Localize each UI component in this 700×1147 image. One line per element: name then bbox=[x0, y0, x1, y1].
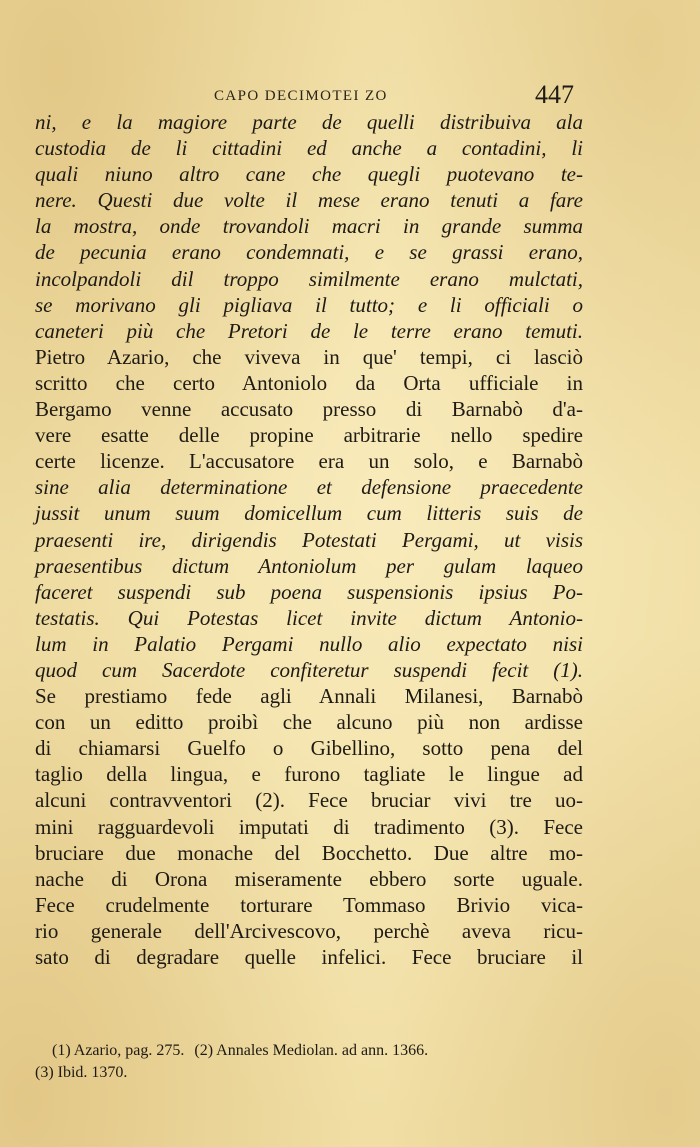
text-line: di chiamarsi Guelfo o Gibellino, sotto pena del bbox=[35, 736, 583, 761]
text-line: jussit unum suum domicellum cum litteris suis de bbox=[35, 501, 583, 526]
page-header bbox=[0, 82, 700, 112]
footnote-2: (2) Annales Mediolan. ad ann. 1366. bbox=[194, 1042, 429, 1059]
text-line: nache di Orona miseramente ebbero sorte uguale. bbox=[35, 866, 583, 891]
text-line: ni, e la magiore parte de quelli distribuiva ala bbox=[35, 110, 583, 134]
footnote-3: (3) Ibid. 1370. bbox=[35, 1064, 128, 1081]
text-line: vere esatte delle propine arbitrarie nello spedire bbox=[35, 423, 583, 448]
text-line: praesentibus dictum Antoniolum per gulam laqueo bbox=[35, 553, 583, 578]
text-line: testatis. Qui Potestas licet invite dictum Antonio- bbox=[35, 605, 583, 630]
text-line: praesenti ire, dirigendis Potestati Pergami, ut visis bbox=[35, 527, 583, 552]
text-line: la mostra, onde trovandoli macri in grande summa bbox=[35, 214, 583, 239]
text-line: se morivano gli pigliava il tutto; e li officiali o bbox=[35, 292, 583, 317]
page-number: 447 bbox=[535, 80, 574, 109]
footnotes bbox=[35, 1040, 583, 1084]
text-line: Fece crudelmente torturare Tommaso Brivio vica- bbox=[35, 892, 583, 917]
footnote-line bbox=[35, 1040, 583, 1062]
text-line: de pecunia erano condemnati, e se grassi erano, bbox=[35, 240, 583, 265]
text-line: quod cum Sacerdote confiteretur suspendi fecit (1). bbox=[35, 657, 583, 682]
text-line: nere. Questi due volte il mese erano tenuti a fare bbox=[35, 188, 583, 213]
running-head: CAPO DECIMOTEI ZO bbox=[214, 88, 388, 104]
body-text bbox=[35, 109, 583, 970]
text-line: mini ragguardevoli imputati di tradimento (3). Fece bbox=[35, 814, 583, 839]
text-line: sine alia determinatione et defensione praecedente bbox=[35, 475, 583, 500]
text-line: custodia de li cittadini ed anche a contadini, li bbox=[35, 136, 583, 161]
text-line: faceret suspendi sub poena suspensionis ipsius Po- bbox=[35, 579, 583, 604]
text-line: quali niuno altro cane che quegli puotevano te- bbox=[35, 162, 583, 187]
text-line: con un editto proibì che alcuno più non ardisse bbox=[35, 710, 583, 735]
text-line: Pietro Azario, che viveva in que' tempi, ci lasciò bbox=[35, 344, 583, 369]
text-line: scritto che certo Antoniolo da Orta ufficiale in bbox=[35, 370, 583, 395]
text-line: caneteri più che Pretori de le terre erano temuti. bbox=[35, 318, 583, 343]
text-line: taglio della lingua, e furono tagliate le lingue ad bbox=[35, 762, 583, 787]
footnote-1: (1) Azario, pag. 275. bbox=[52, 1042, 185, 1059]
text-line: sato di degradare quelle infelici. Fece bruciare il bbox=[35, 945, 583, 969]
text-line: Se prestiamo fede agli Annali Milanesi, Barnabò bbox=[35, 684, 583, 709]
text-line: incolpandoli dil troppo similmente erano mulctati, bbox=[35, 266, 583, 291]
text-line: bruciare due monache del Bocchetto. Due altre mo- bbox=[35, 840, 583, 865]
text-line: alcuni contravventori (2). Fece bruciar vivi tre uo- bbox=[35, 788, 583, 813]
text-line: Bergamo venne accusato presso di Barnabò d'a- bbox=[35, 397, 583, 422]
text-line: rio generale dell'Arcivescovo, perchè aveva ricu- bbox=[35, 918, 583, 943]
text-line: certe licenze. L'accusatore era un solo, e Barnabò bbox=[35, 449, 583, 474]
text-line: lum in Palatio Pergami nullo alio expectato nisi bbox=[35, 631, 583, 656]
